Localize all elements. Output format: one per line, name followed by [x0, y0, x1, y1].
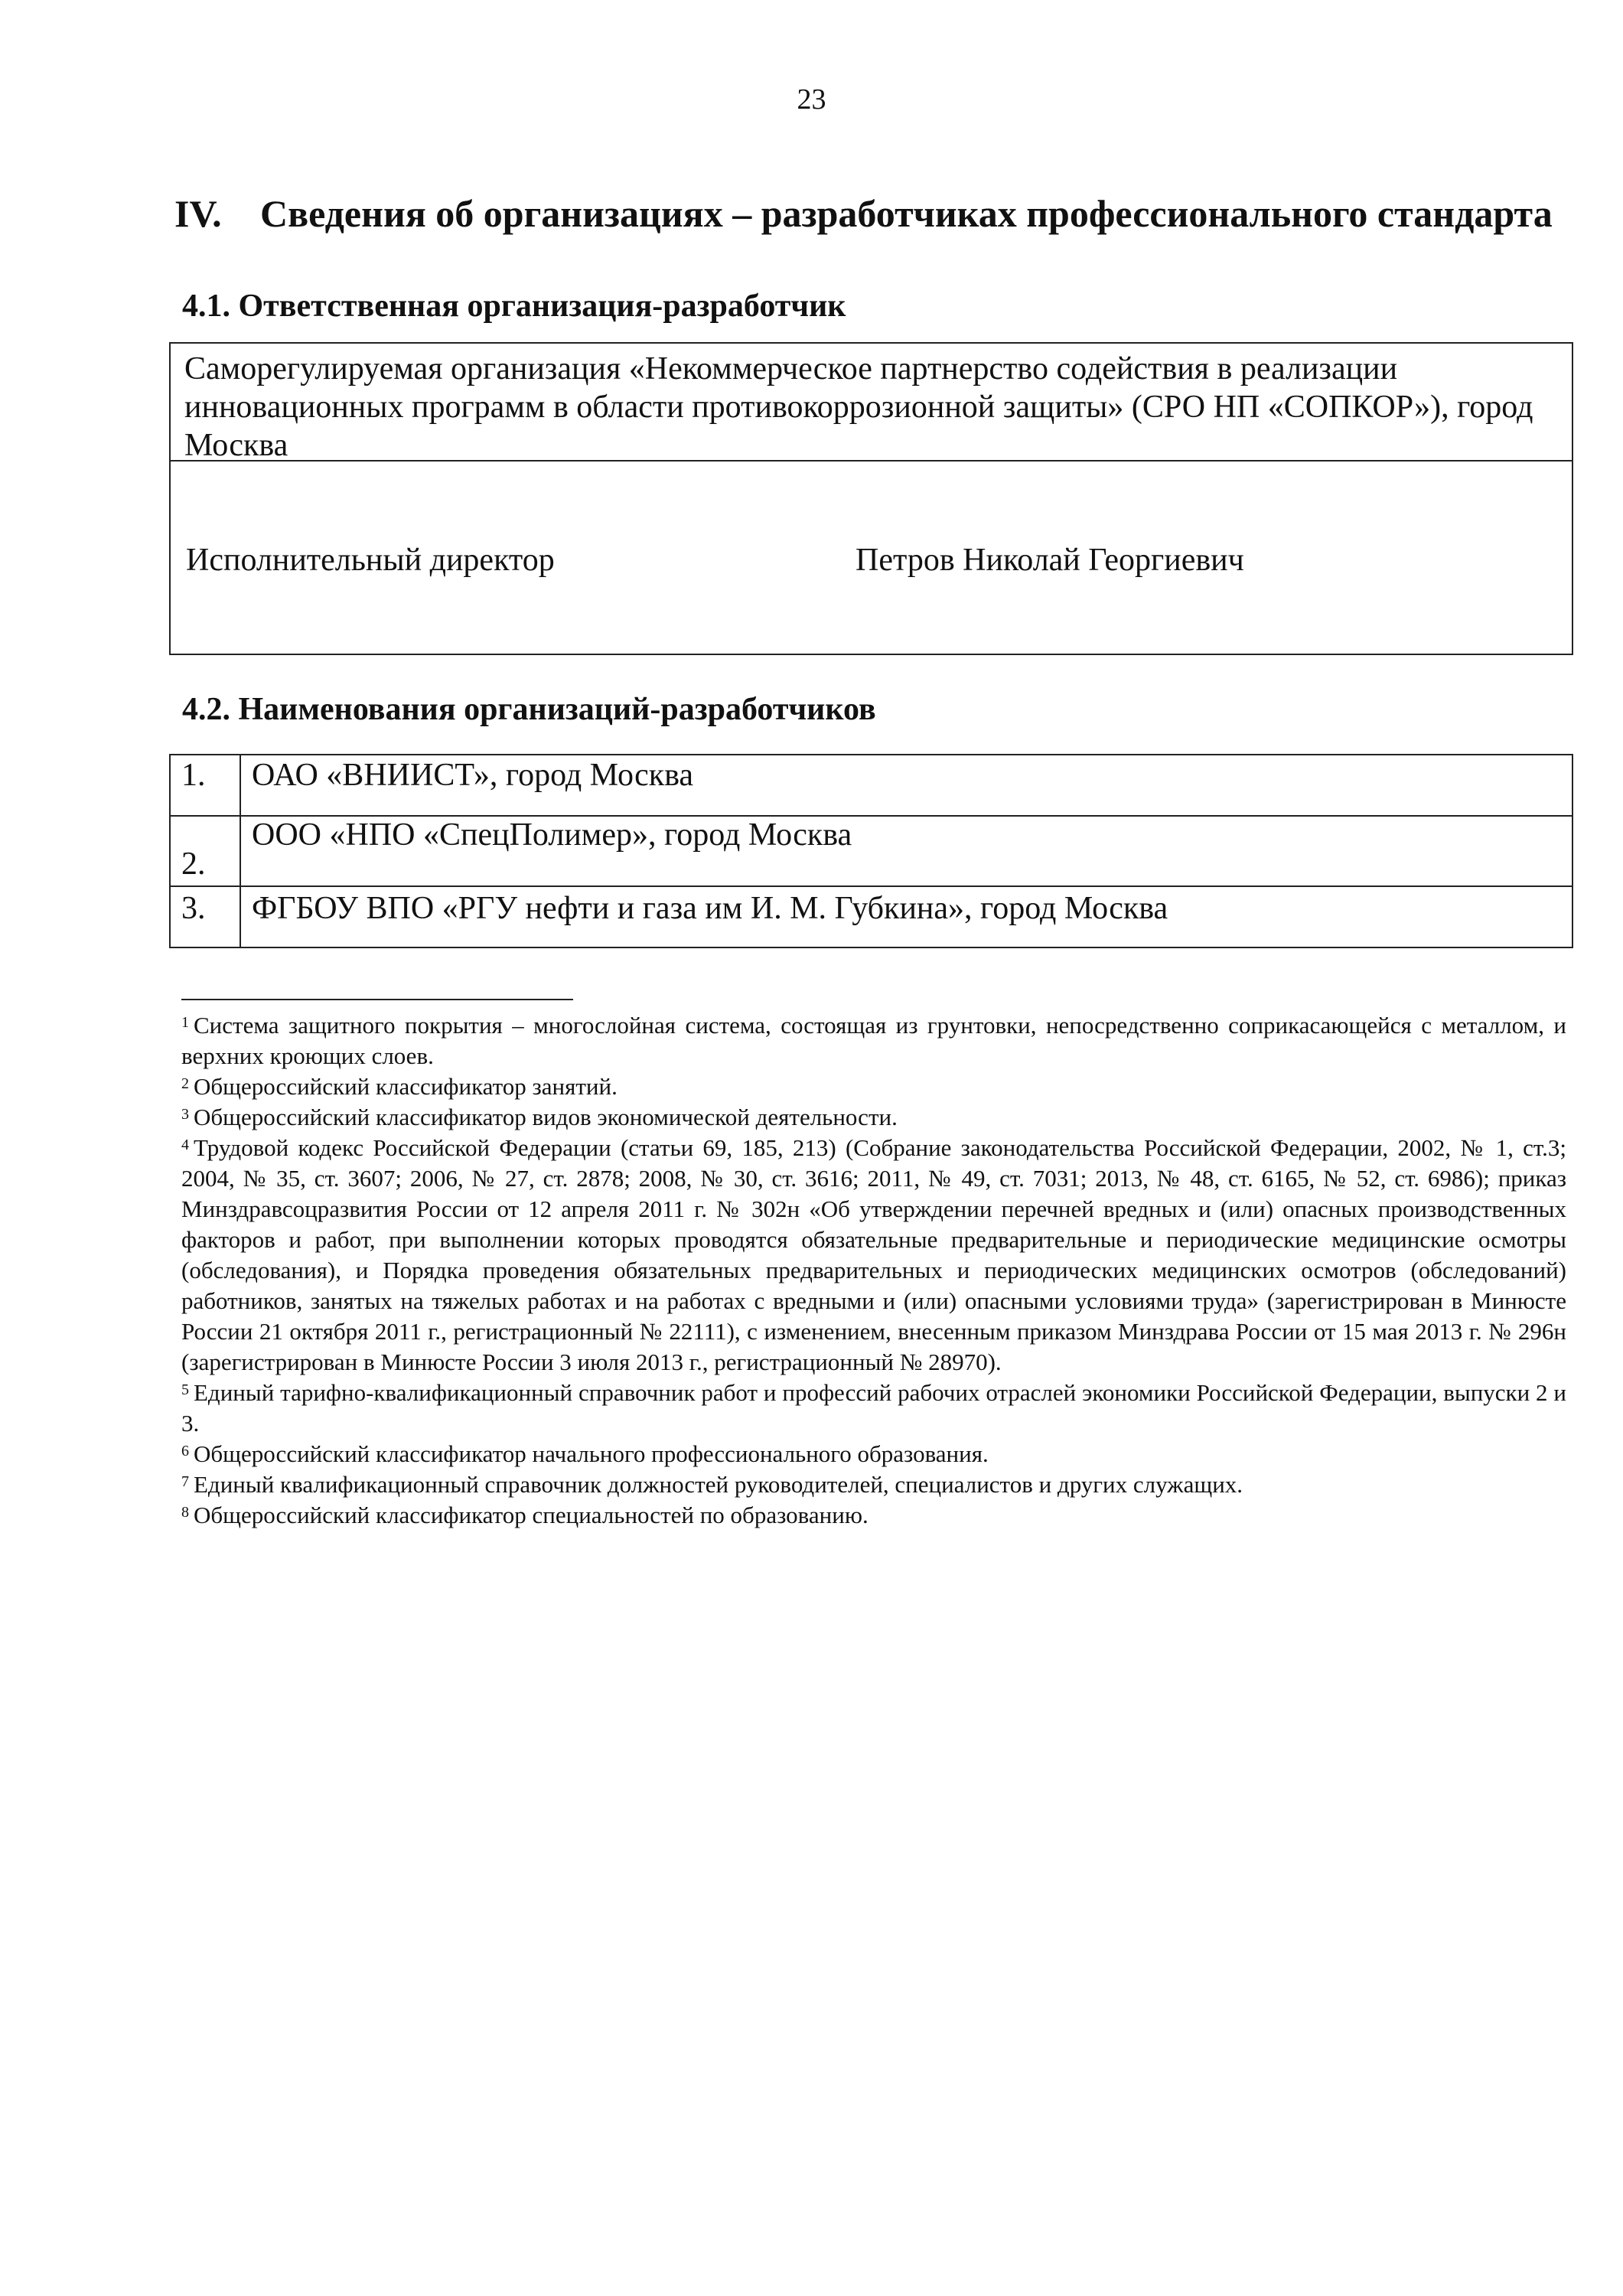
row-number: 3.	[170, 886, 240, 947]
footnote-text: Единый квалификационный справочник должностей руководителей, специалистов и других служащих.	[194, 1471, 1243, 1498]
row-number: 2.	[170, 816, 240, 886]
director-name: Петров Николай Георгиевич	[855, 543, 1244, 578]
developer-name: ООО «НПО «СпецПолимер», город Москва	[240, 816, 1572, 886]
footnote-7	[181, 1469, 1566, 1500]
footnote-mark: 3	[181, 1106, 189, 1123]
developer-name: ФГБОУ ВПО «РГУ нефти и газа им И. М. Губкина», город Москва	[240, 886, 1572, 947]
developers-heading: 4.2. Наименования организаций-разработчиков	[182, 692, 876, 727]
footnote-mark: 8	[181, 1504, 189, 1521]
footnote-text: Общероссийский классификатор занятий.	[194, 1073, 618, 1100]
developer-name: ОАО «ВНИИСТ», город Москва	[240, 755, 1572, 816]
footnote-text: Общероссийский классификатор специальностей по образованию.	[194, 1502, 869, 1528]
table-row	[170, 755, 1572, 816]
responsible-org-heading: 4.1. Ответственная организация-разработчик	[182, 289, 846, 324]
footnote-3	[181, 1102, 1566, 1133]
table-row	[170, 816, 1572, 886]
section-title	[174, 191, 1567, 236]
footnote-1	[181, 1010, 1566, 1071]
row-number: 1.	[170, 755, 240, 816]
footnote-2	[181, 1071, 1566, 1102]
footnote-text: Система защитного покрытия – многослойная система, состоящая из грунтовки, непосредственно соприкасающейся с металлом, и верхних кроющих слоев.	[181, 1012, 1566, 1069]
footnote-mark: 2	[181, 1075, 189, 1092]
table-row	[170, 886, 1572, 947]
footnote-text: Общероссийский классификатор видов экономической деятельности.	[194, 1104, 898, 1130]
developers-table	[169, 754, 1573, 948]
footnote-text: Общероссийский классификатор начального профессионального образования.	[194, 1440, 989, 1467]
director-position: Исполнительный директор	[186, 543, 555, 578]
org-box-divider	[171, 460, 1572, 461]
footnote-mark: 6	[181, 1443, 189, 1459]
footnotes	[181, 1010, 1566, 1531]
footnote-6	[181, 1439, 1566, 1469]
section-roman-numeral: IV.	[174, 192, 222, 235]
footnote-8	[181, 1500, 1566, 1531]
footnote-text: Трудовой кодекс Российской Федерации (статьи 69, 185, 213) (Собрание законодательства Российской Федерации, 2002, № 1, ст.3; 2004, № 35, ст. 3607; 2006, № 27, ст. 2878; 2008, № 30, ст. 3616; 2011, № 49, ст. 7031; 2013, № 48, ст. 6165, № 52, ст. 6986); приказ Минздравсоцразвития России от 12 апреля 2011 г. № 302н «Об утверждении перечней вредных и (или) опасных производственных факторов и работ, при выполнении которых проводятся обязательные предварительные и периодические медицинские осмотры (обследования), и Порядка проведения обязательных предварительных и периодических медицинских осмотров (обследований) работников, занятых на тяжелых работах и на работах с вредными и (или) опасными условиями труда» (зарегистрирован в Минюсте России 21 октября 2011 г., регистрационный № 22111), с изменением, внесенным приказом Минздрава России от 15 мая 2013 г. № 296н (зарегистрирован в Минюсте России 3 июля 2013 г., регистрационный № 28970).	[181, 1134, 1566, 1375]
footnote-mark: 5	[181, 1381, 189, 1398]
footnote-5	[181, 1378, 1566, 1439]
footnote-mark: 4	[181, 1137, 189, 1153]
footnote-separator	[181, 999, 573, 1000]
footnote-4	[181, 1133, 1566, 1378]
responsible-org-name: Саморегулируемая организация «Некоммерческое партнерство содействия в реализации инновационных программ в области противокоррозионной защиты» (СРО НП «СОПКОР»), город Москва	[184, 351, 1533, 463]
responsible-org-box	[169, 342, 1573, 655]
section-title-text: Сведения об организациях – разработчиках профессионального стандарта	[260, 192, 1553, 235]
footnote-mark: 7	[181, 1473, 189, 1490]
page-number: 23	[797, 83, 826, 116]
footnote-text: Единый тарифно-квалификационный справочник работ и профессий рабочих отраслей экономики Российской Федерации, выпуски 2 и 3.	[181, 1379, 1566, 1437]
footnote-mark: 1	[181, 1014, 189, 1031]
